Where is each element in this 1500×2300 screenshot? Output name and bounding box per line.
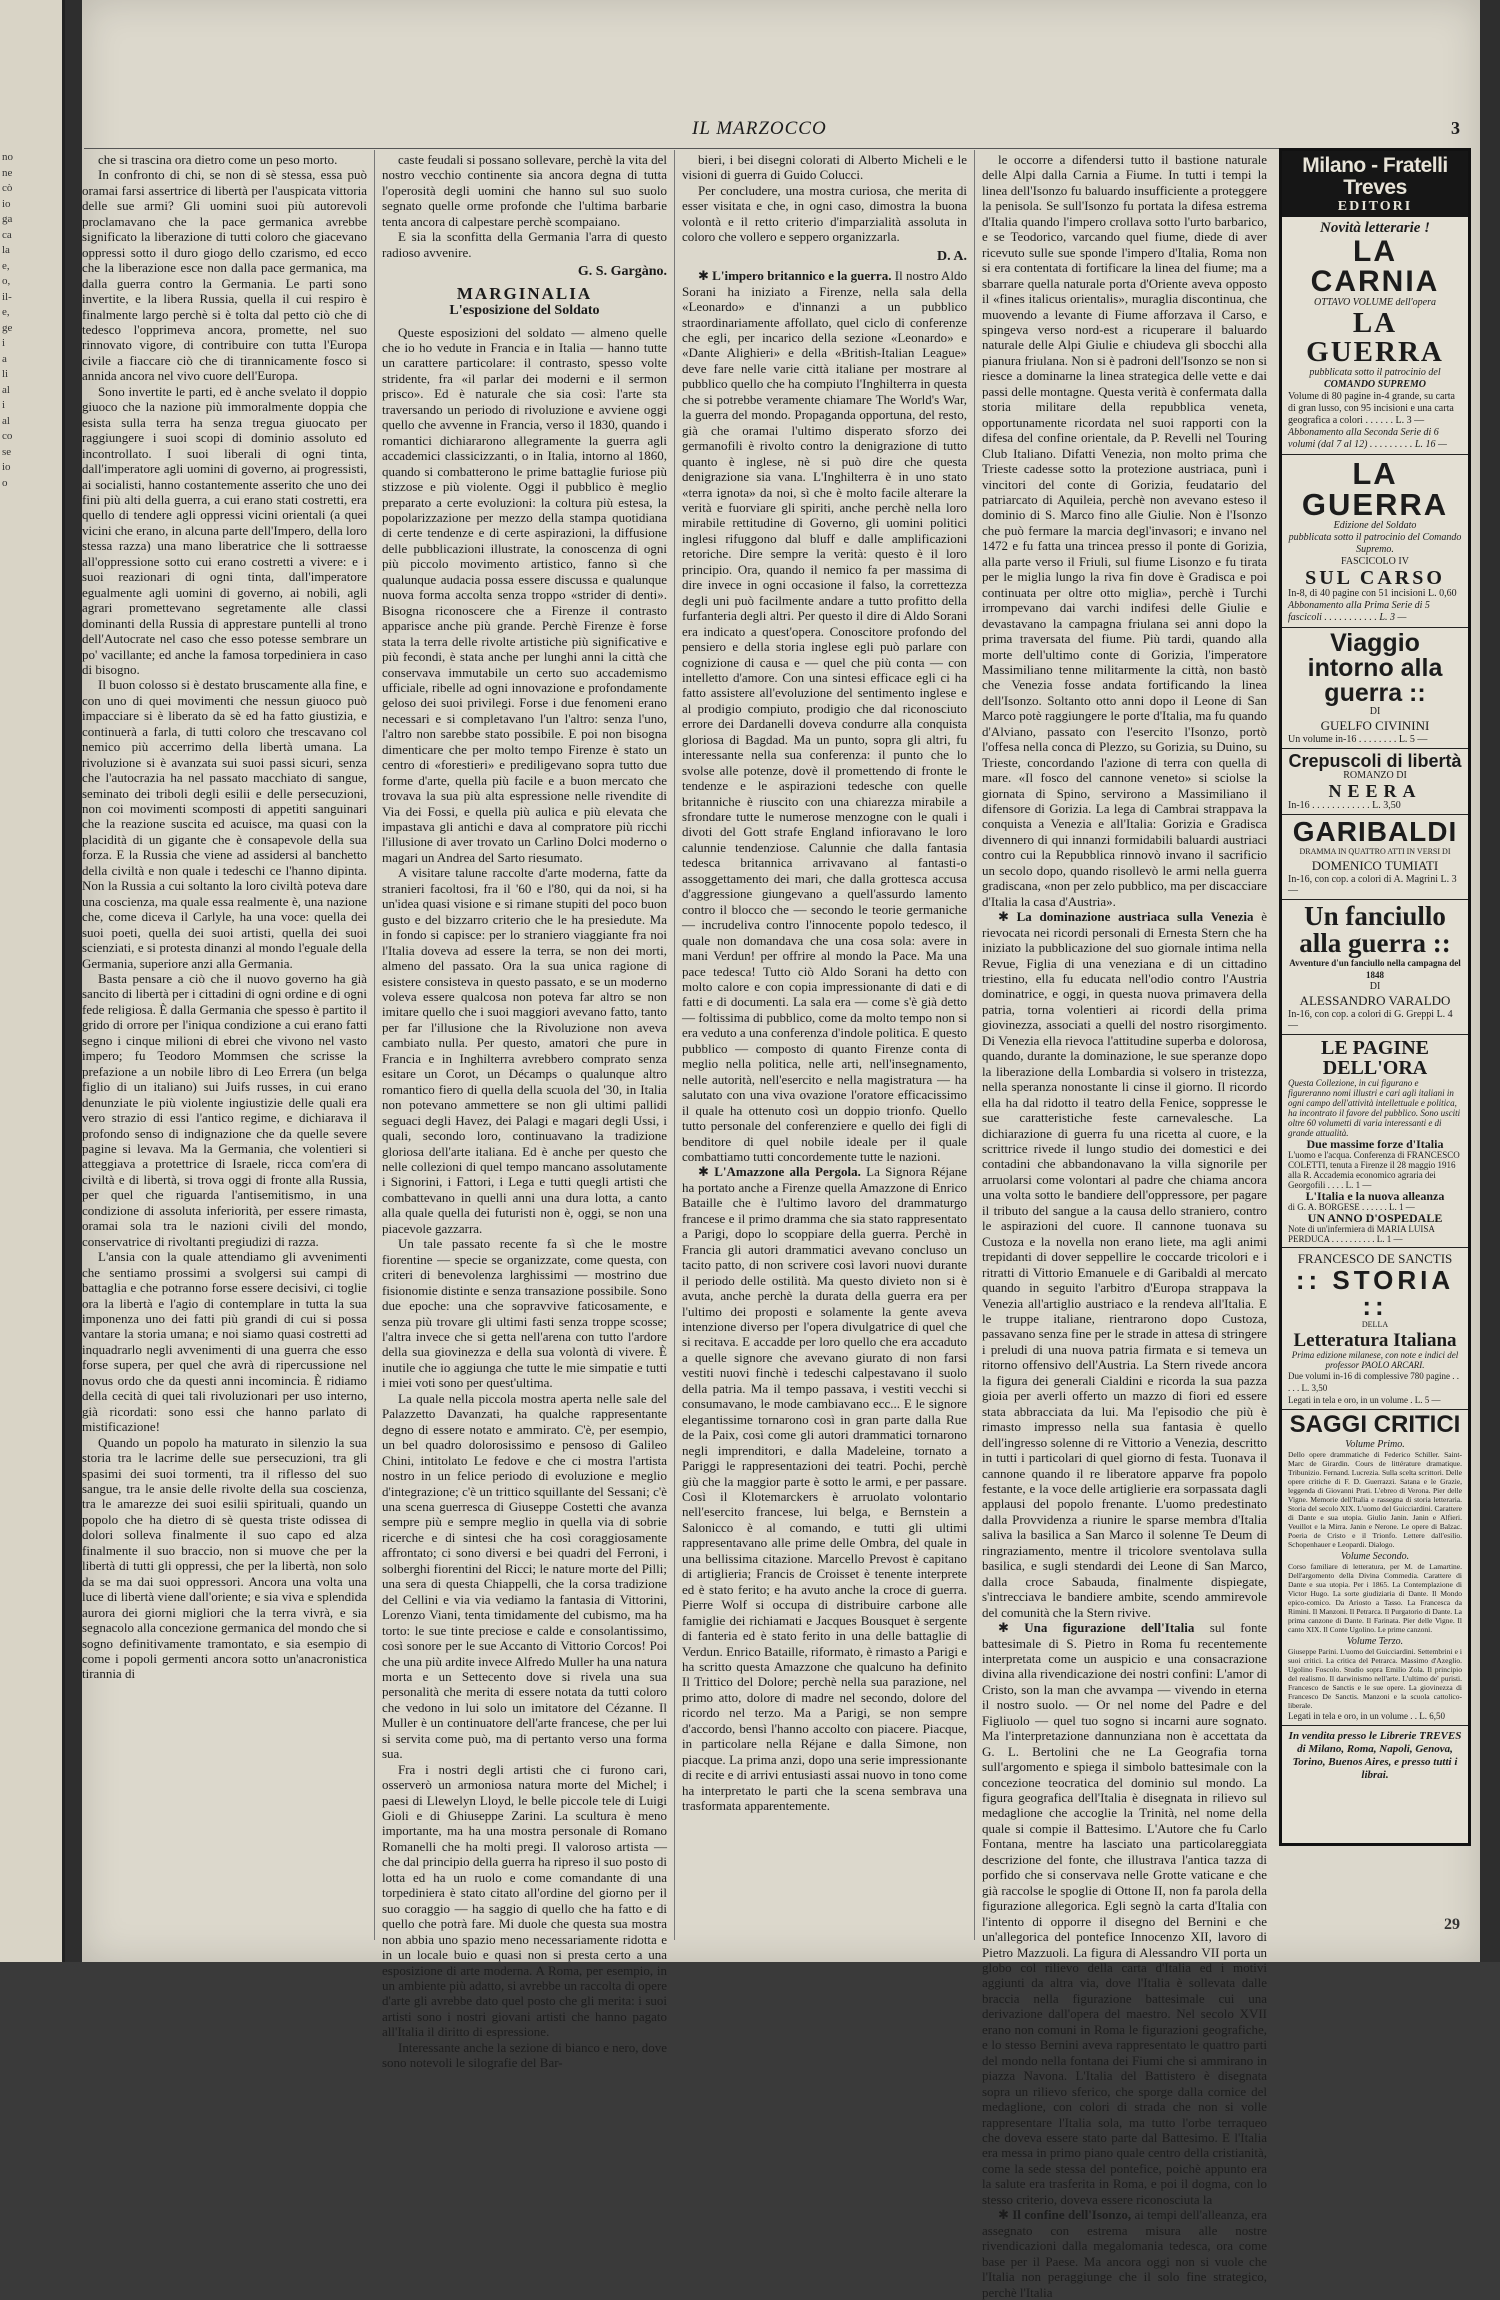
ad-text: Volume di 80 pagine in-4 grande, su carta di gran lusso, con 95 incisioni e una carta geografica a colori . . . . . . L. 3 — [1288,391,1455,426]
note-heading: L'impero britannico e la guerra. [712,268,892,284]
ad-author: ALESSANDRO VARALDO [1299,993,1451,1008]
note-impero: ✱ L'impero britannico e la guerra. Il nostro Aldo Sorani ha iniziato a Firenze, nella sala della «Leonardo» e d'innanzi a un pubblico straordinariamente affollato, quel ciclo di conferenze che egli, per incarico della sezione «Leonardo» e «Dante Alighieri» e della «British-Italian League» deve fare nelle varie città italiane per mostrare al pubblico quello che ha compiuto l'Inghilterra in questa che si potrebbe veramente chiamare The World's War, la guerra del mondo. Propaganda opportuna, del resto, già che oramai l'ultimo disperato sforzo dei germanofili è rivolto contro la denigrazione di tutto quanto è inglese, nè si può dire che questa denigrazione sia vana. L'Inghilterra è in uno stato «terra ignota» da noi, sì che è molto facile alterare la verità e fuorviare gli spiriti, anche perchè nella loro mirabile rettitudine di Governo, gli uomini politici inglesi rifuggono dal bluff e dalle amplificazioni retoriche. Dire sempre la verità: questo è il loro principio. Ora, quando il nemico fa per massima di dire invece in ogni occasione il falso, la correttezza degli uni può facilmente andare a tutto profitto della furfanteria degli altri. Per questo il dire di Aldo Sorani era indicato a quest'opera. Conoscitore profondo del pensiero e della storia inglese egli può parlare con cognizione di causa e — quel che più conta — con intelletto d'amore. Con una sintesi efficace egli ci ha fatto assistere all'evoluzione del sentimento inglese e al prodigio compiuto, prodigio che dal riconosciuto errore dei Dardanelli doveva condurre alla conquista gloriosa di Bagdad. Ma un punto, sopra gli altri, fu interessante nella sua conferenza: il punto che lo svolse alle potenze, dovè il promettendo di fronte le tendenze e le aspirazioni tedesche con quelle britanniche è riuscito con una chiarezza mirabile a sfrondare tutte le numerose menzogne con le quali i divoti del Gott strafe England infioravano le loro calunnie tendenziose. Calunnie che dalla fantasia tedesca britannica arrivavano al fantasti-o assoggettamento dei mari, che dalla grottesca accusa d'aggressione giungevano a quell'assurdo lamento contro il blocco che — secondo le teorie germaniche — incrudeliva contro l'innocente popolo tedesco, il quale non domandava che una cosa sola: avere in mani Verdun! per offrire al mondo la Pace. Ma una pace tedesca! Tutto ciò Aldo Sorani ha detto con molto calore e con copia impressionante di dati e di fatti e di documenti. La sala era — come s'è già detto — foltissima di pubblico, come da molto tempo non si era veduto a una conferenza d'indole politica. E questo pubblico — composto di quanto Firenze conta di meglio nella politica, nelle arti, nell'insegnamento, nelle autorità, nell'esercito e nella magistratura — ha salutato con una viva ovazione l'oratore efficacissimo il quale ha ottenuto così un doppio trionfo. Quello tutto personale del conferenziere e quello dei figli di benditore di quel nobile ideale per il quale combattiamo tutti concordemente tutte le nazioni. [682,268,968,1164]
ad-price: Un volume in-16 . . . . . . . . L. 5 — [1288,734,1428,745]
page-header [82,118,1480,148]
ad-text: ROMANZO DI [1343,770,1407,781]
ad-text: DI [1369,981,1381,992]
paragraph: Fra i nostri degli artisti che ci furono cari, osserverò un armoniosa natura morte del Michel; i paesi di Llewelyn Lloyd, le belle piccole tele di Luigi Gioli e di Ghiuseppe Zarini. La scultura è meno importante, ma ha una mostra personale di Romano Romanelli che ha molti pregi. Il valoroso artista — che dal principio della guerra ha ripreso il suo posto di lotta ed ha un ruolo e come comandante di una torpediniera è stato citato all'ordine del giorno per il suo coraggio — ha saggio di quello che ha fatto e di quello che potrà fare. Mi duole che questa sua mostra non abbia uno spazio meno necessariamente ridotta e in un locale buio e quasi non si presta certo a una esposizione di arte moderna. A Roma, per esempio, in un ambiente più adatto, si avrebbe un raccolta di opere d'arte gli avrebbe dato quel posto che gli merita: i suoi artisti sono i nostri giovani artisti che hanno pagato all'Italia il diritto di espressione. [382,1761,667,2040]
ad-title: LE PAGINE DELL'ORA [1321,1037,1429,1079]
paragraph: In confronto di chi, se non di sè stessa, essa può oramai farsi assertrice di libertà per l'auspicata vittoria delle sue armi? Gli uomini suoi più autorevoli proclamavano che la pace germanica avrebbe significato la liberazione di tutti coloro che giacevano oppressi sotto il duro giogo dello czarismo, ed ecco che la liberazione esce non dalla pace germanica, ma dalla guerra contro la Germania. Le parti sono invertite, e la libera Russia, quella il cui respiro è finalmente largo perchè si è tolta dal petto ciò che di tedesco l'opprimeva ancora, promette, nel suo rinnovato vigore, di contribuire con tutta l'Europa civile a fiaccare ciò che di tirannicamente fosco si annida ancora nel vivo cuore dell'Europa. [82,167,367,384]
ad-text: COMANDO SUPREMO [1324,379,1426,390]
ad-guerra-soldato [1282,455,1468,628]
paragraph: Quando un popolo ha maturato in silenzio la sua storia tra le lacrime delle sue persecuzioni, tra gli spasimi dei suoi tormenti, tra il riflesso del suo sangue, tra le ansie delle rivolte della sua coscienza, tra le amarezze dei suoi esilii spirituali, quando un popolo che ha dietro di sè questa triste odissea di dolori solleva finalmente il suo capo ed alza finalmente il suo braccio, non si muove che per la libertà di tutti gli oppressi, che per la libertà, non solo da se ma dai suoi oppressori. Ancora una volta una luce di libertà viene dall'oriente; e sia viva e splendida aurora dei giorni migliori che la terra vivrà, e sia segnacolo alla concezione germanica del mondo che si sogno definitivamente tramontato, e sia esempio di come i popoli germenti ancora sotto un'anacronistica tirannia di [82,1434,367,1682]
ad-publisher-banner [1282,151,1468,217]
ad-volume-heading: Volume Primo. [1345,1439,1405,1450]
paragraph: Interessante anche la sezione di bianco e nero, dove sono notevoli le silografie del Bar- [382,2039,667,2071]
ad-publisher-name: Milano - Fratelli Treves [1302,154,1448,199]
newspaper-page [82,0,1480,2300]
ad-text: Abbonamento alla Seconda Serie di 6 volumi (dal 7 al 12) . . . . . . . . . L. 16 — [1288,427,1447,450]
ad-text: Questa Collezione, in cui figurano e figureranno nomi illustri e cari agli italiani in ogni campo dell'attività intellettuale e politica, ha incontrato il favore del pubblico. Sono usciti oltre 60 volumetti di varia interessanti e di grande attualità. [1288,1078,1461,1138]
ad-text: L'uomo e l'acqua. Conferenza di FRANCESCO COLETTI, tenuta a Firenze il 28 maggio 1916 alla R. Accademia economico agraria dei Georgofili . . . . L. 1 — [1288,1150,1460,1190]
page-number: 3 [1451,118,1460,138]
ad-title: Crepuscoli di libertà [1288,751,1462,771]
ad-text: FASCICOLO IV [1341,556,1409,567]
ad-fanciullo [1282,900,1468,1035]
paragraph: che si trascina ora dietro come un peso morto. [98,152,338,167]
ad-item: UN ANNO D'OSPEDALE [1307,1211,1443,1225]
ad-title: SUL CARSO [1305,567,1445,589]
paragraph: Per concludere, una mostra curiosa, che merita di esser visitata e che, in ogni caso, dimostra la buona volontà e il retto criterio d'imparzialità assoluta in coloro che vollero e seppero organizzarla. [682,182,967,245]
ad-subtitle: Avventure d'un fanciullo nella campagna del 1848 [1289,958,1461,980]
article-signature: D. A. [937,248,967,264]
ad-text: Prima edizione milanese, con note e indici del professor PAOLO ARCARI. [1291,1350,1459,1370]
ad-subtitle: Edizione del Soldato [1333,520,1417,531]
ad-text: Abbonamento alla Prima Serie di 5 fascicoli . . . . . . . . . . . L. 3 — [1288,600,1430,623]
ad-price: In-16 . . . . . . . . . . . . L. 3,50 [1288,800,1401,811]
paragraph: La quale nella piccola mostra aperta nelle sale del Palazzetto Davanzati, ha qualche rappresentante degno di essere notato e ammirato. C'è, per esempio, un bel quadro dolorosissimo e pensoso di Galileo Chini, intitolato Le fedove e che ci mostra l'artista nostro in un felice periodo di evoluzione e meglio d'integrazione; c'è un trittico squillante del Sessani; c'è una scena guerresca di Giuseppe Costetti che avanza sempre più e sempre meglio in quella via di sobrie ricerche e di sintesi che ha così coraggiosamente affrontato; ci sono diversi e bei quadri del Ferroni, i solberghi fiorentini del Ricci; le nature morte del Pilli; una sera di questa Chiappelli, che la corsa tradizione del Cellini e via via vediamo la fantasia di Vittorini, Lorenzo Viani, tenta timidamente del cubismo, ma ha torto: le sue tinte preciose e calde e consolantissimo, così sonore per le sue Accanto di Vittorio Corcos! Poi che una più ardite invece Alfredo Muller ha una natura morta e un Settecento dove si rivela una sua personalità che merita di essere notata da tutti coloro che vedono in lui solo un imitatore del Cézanne. Il Muller è un continuatore dell'arte francese, che per lui si servita come può, ma di pertanto verso una forma sua. [382,1390,667,1762]
column-3 [682,152,967,1942]
ad-title: :: STORIA :: [1295,1265,1455,1321]
note-heading: Una figurazione dell'Italia [1024,1620,1195,1636]
running-title: IL MARZOCCO [692,118,827,139]
paragraph: Queste esposizioni del soldato — almeno quelle che io ho vedute in Francia e in Italia — hanno tutte un carattere particolare: il contrasto, spesso volte stridente, fra «il parlar dei moderni e il sermon prisco». Ed è naturale che sia così: l'arte sta traversando un periodo di rivoluzione e avviene oggi quello che avvenne in Francia, verso il 1830, quando i romantici dichiararono allegramente la guerra agli accademici classicizzanti, o in Italia, intorno al 1860, quando si combatterono le prime battaglie furiose più stizzose e più violente. Oggi il pubblico è meglio preparato a certe evoluzioni: la coltura più estesa, la popolarizzazione per mezzo della stampa quotidiana di certe tendenze e di certe aspirazioni, la diffusione delle pubblicazioni illustrate, la conoscenza di ogni più piccolo movimento artistico, fanno sì che qualunque audacia possa essere discussa e qualunque nuova forma accolta senza troppo «strider di denti». Bisogna riconoscere che a Firenze il contrasto apparisce anche più grande. Perchè Firenze è forse stata la terra delle rivolte artistiche più significative e più fecondi, è stata anche per lunghi anni la città che conservava immutabile un certo suo accademismo ufficiale, ribelle ad ogni innovazione e profondamente geloso dei suoi privilegi. Forse i due fenomeni erano necessari e si completavano l'un l'altro: senza l'uno, l'altro non sarebbe stato possibile. E poi non bisogna dimenticare che per molto tempo Firenze è stato un centro di «forestieri» e prediligevano sopra tutto due forme d'arte, quella più facile e a buon mercato che trovava la sua più alta espressione nelle rivendite di Via dei Fossi, e quella più aulica e più elevata che impastava gli antichi e dava al compratore più ricchi l'illusione di aver trovato un Carlino Dolci moderno o magari un Andrea del Sarto riesumato. [382,324,667,865]
ad-pagine-ora [1282,1035,1468,1248]
ad-title: Un fanciullo alla guerra :: [1299,901,1451,958]
paragraph: Sono invertite le parti, ed è anche svelato il doppio giuoco che la nazione più immoralmente doppia che esista sulla terra ha senza tregua giuocato per raggiungere i suoi scopi di dominio assoluto ed incontrollato. I suoi liberali di ogni tinta, dall'imperatore agli uomini di governo, ai progressisti, ai socialisti, hanno costantemente asserito che uno dei fini più alti della guerra, a cui erano stati costretti, era quello di tendere agli oppressi vicini orientali (a quei vicini che erano, in alcuna parte dell'Impero, della loro stessa razza) una mano liberatrice che li sottraesse all'oppressione sotto cui erano costretti a vivere: e i suoi reazionari di ogni tinta, dall'imperatore egualmente agli uomini di governo, ai nobili, agli agrari promettevano segretamente alle classi dominanti della Russia di apprestare puntelli al trono dell'Autocrate nel caso che esso potesse sembrare un po' vacillante; ed anche la famosa torpediniera in caso di bisogno. [82,383,367,677]
paragraph: le occorre a difendersi tutto il bastione naturale delle Alpi dalla Carnia a Fiume. In tutti i tempi la linea dell'Isonzo fu baluardo insufficiente a proteggere la penisola. Se sull'Isonzo fu portata la difesa estrema d'Italia quando l'impero crollava sotto l'urto barbarico, e se Teodorico, varcando quel fiume, diede di aver ricevuto sulle sue sponde l'impero d'Italia, Roma non si era contentata di fortificare la linea del fiume; ma a sbarrare quella naturale porta d'Oriente aveva opposto il «fines italicus orientalis», muraglia discontinua, che muovendo a levante di Fiume afforzava il Carso, e spingeva verso nord-est a ricuperare il baluardo naturale delle Alpi Giulie e chiudeva gli sbocchi alla pianura friulana. Non si è padroni dell'Isonzo se non si riesce a dominarne la linea strategica delle vette e dai passi delle montagne. Questa verità è confermata dalla storia militare della repubblica veneta, opportunamente ricordata nel suoi rapporti con la difesa del confine orientale, da P. Revelli nel Touring Club Italiano. Difatti Venezia, non molto prima che Trieste cadesse sotto la protezione austriaca, punì i vincitori del conte di Gorizia, feudatario del patriarcato di Aquileia, perchè non avevano esteso il dominio di S. Marco fino alle Giulie. Non è l'Isonzo che può fermare la marcia degl'invasori; e invano nel 1472 e fu fatta una trincea presso il ponte di Gorizia, alla parte verso il Friuli, sul fiume Lisonzo e fu tirata per le miglia lungo la riva fin dove è Gradisca e poi continuata per oltre otto miglia», perchè i Turchi irrompevano dai varchi indifesi delle Giulie e devastavano la campagna friulana sei anni dopo la prima traversata del fiume. Più tardi, quando alla morte dell'ultimo conte di Gorizia, l'imperatore Massimiliano tenne militarmente la città, non bastò che Venezia fosse andata fortificando la linea dell'Isonzo. Soltanto otto anni dopo il Leone di San Marco potè raggiungere le porte d'Italia, ma fu quando d'Alviano, passato con l'esercito l'Isonzo, portò l'offesa nella conca di Plezzo, su Gorizia, su Duino, su Trieste, concordando l'azione di terra con quella di mare. «Il fosco del cannone veneto» si sciolse la giornata di Spino, servirono a Massimiliano il difensore di Gorizia. La lega di Cambrai strappava la conquista a Venezia e all'Italia: Gorizia e Gradisca divennero di qui innanzi formidabili baluardi austriaci contro cui la Repubblica rinnovò invano il sacrificio un secolo dopo, quando risollevò le armi nella guerra gradiscana, «non per zelo pubblico, ma per discacciare d'Italia la casa d'Austria». [982,152,1267,909]
ad-editori: EDITORI [1337,199,1413,214]
note-text: ai tempi dell'alleanza, era assegnato con estrema misura alle nostre rivendicazioni dalla megalomania tedesca, ora come base per il Paese. Ma ancora oggi non si vuole che l'Italia non peraggiunge che il solo fine strategico, perchè l'Italia [982,2207,1267,2300]
note-heading: L'Amazzone alla Pergola. [714,1164,861,1180]
ad-title: Letteratura Italiana [1293,1330,1457,1351]
ad-text: Corso familiare di letteratura, per M. de Lamartine. Dell'argomento della Divina Commedia. Carattere di Dante e sua utopia. Per i 1865. La Contemplazione di Victor Hugo. La sorte giudiziaria di Dante. Il Mondo epico-comico. Da Ariosto a Tasso. La Francesca da Rimini. Il Manzoni. Il Petrarca. Il Purgatorio di Dante. La prima canzone di Dante. Il Farinata. Pier delle Vigne. Il canto XIX. Il Conte Ugolino. Le prime canzoni. [1288,1562,1462,1634]
ad-text: In-8, di 40 pagine con 51 incisioni L. 0,60 [1288,588,1457,599]
ad-title: LA GUERRA [1301,456,1449,522]
paragraph: A visitare talune raccolte d'arte moderna, fatte da stranieri facoltosi, fra il '60 e l'80, qui da noi, si ha un'idea quasi visione e si rimane stupiti del poco buon gusto e del bizzarro criterio che le ha presiedute. Ma in fondo si capisce: per lo straniero viaggiante fra noi l'Italia doveva ad essere la terra, se non dei morti, almeno del passato. Ora la sua unica ragione di esistere consisteva in questo passato, e se un moderno voleva essere qualcosa non poteva far altro se non imitare quello che i suoi maggiori avevano fatto, tanto per far l'illusione che la Rivoluzione non aveva cambiato nulla. Per questo, amatori che pure in Francia e in Inghilterra avrebbero comprato senza esitare un Corot, un Décamps o qualunque altro romantico fiero di quella della scuola del '30, in Italia non potevano ammettere se non gli ultimi pallidi seguaci degli Havez, dei Palagi e magari degli Ussi, i quali, secondo loro, continuavano la tradizione gloriosa dell'arte italiana. Ed è anche per questo che nelle collezioni di quel tempo mancano assolutamente i Signorini, i Fattori, i Lega e tutti quegli artisti che combattevano in quelli anni una dura lotta, a canto alla quale quella dei futuristi non è, oggi, se non una piacevole gazzarra. [382,865,667,1236]
ad-volume-heading: Volume Secondo. [1340,1551,1410,1562]
ad-price: In-16, con cop. a colori di G. Greppi L. 4 — [1288,1009,1453,1031]
treves-advertisement [1279,148,1471,1846]
ad-storia-letteratura [1282,1248,1468,1410]
paragraph: bieri, i bei disegni colorati di Alberto Micheli e le visioni di guerra di Guido Colucci. [682,152,967,183]
ad-price: Due volumi in-16 di complessive 780 pagine . . . . . L. 3,50 [1288,1371,1459,1393]
ad-title: LA CARNIA [1310,235,1440,298]
paragraph: Un tale passato recente fa sì che le mostre fiorentine — specie se organizzate, come questa, con criteri di benevolenza larghissimi — mostrino due fisionomie distinte e senza transazione possibile. Sono due epoche: una che sopravvive faticosamente, e senza più trovare gli ultimi fasti senza troppe scosse; l'altra invece che si getta nell'arena con tutto l'ardore della sua giovinezza e della sua volontà di vivere. È inutile che io aggiunga che tutte le mie simpatie e tutti i miei voti sono per quest'ultima. [382,1236,667,1391]
ad-author: GUELFO CIVININI [1320,718,1430,733]
ad-price: Legati in tela e oro, in un volume . . L. 6,50 [1288,1711,1445,1721]
column-rule [974,150,975,1940]
ad-crepuscoli [1282,749,1468,815]
ad-text: pubblicata sotto il patrocinio del Comando Supremo. [1288,532,1462,555]
ad-text: pubblicata sotto il patrocinio del [1309,367,1441,378]
ad-text: di G. A. BORGESE . . . . . . L. 1 — [1288,1202,1415,1212]
ad-title: SAGGI CRITICI [1289,1411,1461,1438]
ad-text: Dello opere drammatiche di Federico Schiller. Saint-Marc de Girardin. Cours de littérature dramatique. Tribunizio. Fernand. Lucrezia. Sulla scelta scrittori. Delle opere critiche di F. D. Guerrazzi. Satana e le Grazie, leggenda di Giovanni Prati. L'ebreo di Verona. Pier delle Vigne. Memorie dell'Italia e rassegna di storia letteraria. Storia del secolo XIX. L'uomo del Guicciardini. Carattere di Dante e sua utopia. Giulio Janin. Janin e Alfieri. Veuillot e la Mirra. Janin e Nerone. Le opere di Balzac. Poeria de Cristo e il Trionfo. Lettere dall'esilio. Schopenhauer e Leopardi. Dialogo. [1288,1450,1462,1549]
ad-garibaldi [1282,815,1468,900]
note-heading: Il confine dell'Isonzo, [1012,2207,1132,2223]
column-rule [674,150,675,1940]
ad-author: NEERA [1328,781,1422,801]
note-text: Il nostro Aldo Sorani ha iniziato a Firenze, nella sala della «Leonardo» e d'innanzi a un pubblico straordinariamente affollato, quel ciclo di conferenze che egli, per incarico della sezione «Leonardo» e «Dante Alighieri» e della «British-Italian League» deve fare nelle varie città italiane per mostrare al pubblico quello che ha compiuto l'Inghilterra in questa che si potrebbe veramente chiamare The World's War, la guerra del mondo. Propaganda opportuna, del resto, già che oramai l'ultimo disperato sforzo dei germanofili è rivolto contro la denigrazione di tutto quanto è inglese, nè si può dire che questa denigrazione sia vana. L'Inghilterra è in uno stato «terra ignota» da noi, sì che è molto facile alterare la verità e fuorviare gli spiriti, anche perchè nella loro mirabile rettitudine di Governo, gli uomini politici inglesi rifuggono dal bluff e dalle amplificazioni retoriche. Dire sempre la verità: questo è il loro principio. Ora, quando il nemico fa per massima di dire invece in ogni occasione il falso, la correttezza degli uni può facilmente andare a tutto profitto della furfanteria degli altri. Per questo il dire di Aldo Sorani era indicato a quest'opera. Conoscitore profondo del pensiero e della storia inglese egli può parlare con cognizione di causa e — quel che più conta — con intelletto d'amore. Con una sintesi efficace egli ci ha fatto assistere all'evoluzione del sentimento inglese e al prodigio compiuto, prodigio che dal riconosciuto errore dei Dardanelli doveva condurre alla conquista gloriosa di Bagdad. Ma un punto, sopra gli altri, fu interessante nella sua conferenza: il punto che lo svolse alle potenze, dovè il promettendo di fronte le tendenze e le aspirazioni tedesche con quelle britanniche è riuscito con una chiarezza mirabile a sfrondare tutte le numerose menzogne con le quali i divoti del Gott strafe England infioravano le loro calunnie tendenziose. Calunnie che dalla fantasia tedesca britannica arrivavano al fantasti-o assoggettamento dei mari, che dalla grottesca accusa d'aggressione giungevano a quell'assurdo lamento contro il blocco che — secondo le teorie germaniche — incrudeliva contro l'innocente popolo tedesco, il quale non domandava che una cosa sola: avere in mani Verdun! per offrire al mondo la Pace. Ma una pace tedesca! Tutto ciò Aldo Sorani ha detto con molto calore e con copia impressionante di dati e di fatti e di documenti. La sala era — come s'è già detto — foltissima di pubblico, come da molto tempo non si era veduto a una conferenza d'indole politica. E questo pubblico — composto di quanto Firenze conta di meglio nella politica, nelle arti, nell'insegnamento, nelle autorità, nell'esercito e nella magistratura — ha salutato con una viva ovazione l'oratore efficacissimo il quale ha ottenuto così un doppio trionfo. Quello tutto personale del conferenziere e quello dei figli di benditore di quel nobile ideale per il quale combattiamo tutti concordemente tutte le nazioni. [682,268,968,1164]
ad-text: Note di un'infermiera di MARIA LUISA PERDUCA . . . . . . . . . . L. 1 — [1288,1224,1435,1244]
ad-footer: In vendita presso le Librerie TREVES di Milano, Roma, Napoli, Genova, Torino, Buenos Aires, e presso tutti i librai. [1288,1730,1462,1781]
note-text: La Signora Réjane ha portato anche a Firenze quella Amazzone di Enrico Bataille che è l'ultimo lavoro del drammaturgo francese e il primo dramma che sia stato rappresentato a Parigi, dopo lo scoppiare della guerra. Perchè in Francia gli autori drammatici avevano concluso un tacito patto, di non scrivere così lavori nuovi durante il periodo delle ostilità. Ma questo divieto non si è avuta, anche perchè la durata della guerra era per l'ultimo dei proposti e solamente la gente aveva intenzione diverso per l'opera divulgatrice di quel che si recitava. E accadde per loro quello che era accaduto a quelle signore che avevano giurato di non farsi vestiti nuovi finchè i tedeschi calpestavano il suolo della patria. Ma il tempo passava, i vestiti vecchi si consumavano, le mode cambiavano ecc... E le signore elegantissime tornarono così in gran parte dalla Rue de la Paix, così come gli autori drammatici tornarono negli imprenditori, e dalla Madeleine, tornato a Pariggi le rappresentazioni dei teatri. Pochi, perchè giù che la maggior parte è sotto le armi, e per passare. Così il Klotemarckers è arruolato volontario nell'esercito francese, lui belga, e Bernstein a Salonicco è al comando, e tutti gli ultimi rappresentavano alle prime delle Ombra, del quale in una bellissima citazione. Marcello Prevost è capitano di artiglieria; Francis de Croisset è tenente interprete ed è stato ferito; e ha avuto anche la croce di guerra. Pierre Wolf si occupa di distribuire carbone alle famiglie dei richiamati e Jacques Bousquet è sergente di fanteria ed è stato ferito in una delle battaglie di Verdun. Enrico Bataille, riformato, è rimasto a Parigi e ha scritto questa Amazzone che qualcuno ha definito Il Trittico del Dolore; perchè nella sua parazione, nel primo atto, dolore di madre nel secondo, dolore del ricordo nel terzo. Ma a Parigi, se non sempre d'accordo, bensì l'hanno accolto con piacere. Piacque, in particolare nella Réjane e dalla Simone, non piacque. La prima anzi, dopo una serie impressionante di recite e di arrivi entusiasti assai nuovo in tono come ha interpretato le parti che la scena sembrava una trasformata apparentemente. [682,1164,967,1814]
note-isonzo: ✱ Il confine dell'Isonzo, ai tempi dell'alleanza, era assegnato con estrema misura alle nostre rivendicazioni dalla megalomania tedesca, ora come base per il Paese. Ma ancora oggi non si vuole che l'Italia non peraggiunge che il solo fine strategico, perchè l'Italia [982,2207,1267,2300]
paragraph: Il buon colosso si è destato bruscamente alla fine, e con uno di quei movimenti che nessun giuoco può impacciare si è liberato da sè ed ha fatto giustizia, e continuerà a farla, di tutti coloro che trescavano col nemico più accerrimo della libertà umana. La rivoluzione si è avanzata sui suoi passi sicuri, senza che l'autocrazia ha nel passato macchiato di sangue, seminato dei triboli degli esilii e delle persecuzioni, non coi movimenti scomposti di appetiti sanguinari che la reazione suscita ed acuisce, ma quasi con la placidità di un gigante che è consapevole della sua forza. E la Russia che viene ad assidersi al banchetto della civiltà e non quale i tedeschi ce l'hanno dipinta. Non la Russia a cui soltanto la loro civiltà poteva dare una coscienza, ma quale essa realmente è, una nazione che, come diceva il Carlyle, ha una voce: quella dei suoi poeti, quella dei suoi artisti, quella dei suoi scienziati, e si protesta dinanzi al mondo l'eguale della Germania, superiore anzi alla Germania. [82,677,367,971]
ad-author: DOMENICO TUMIATI [1311,858,1439,873]
ad-item: Due massime forze d'Italia [1306,1137,1444,1151]
column-2 [382,152,667,2071]
paragraph: E sia la sconfitta della Germania l'arra di questo radioso avvenire. [382,229,667,260]
ad-text: DI [1369,706,1381,717]
column-4 [982,152,1268,2300]
ad-saggi-critici [1282,1410,1468,1726]
paragraph: caste feudali si possano sollevare, perchè la vita del nostro vecchio continente sia ancora degna di tutta l'operosità degli uomini che hanno sul suo suolo segnato quelle orme profonde che l'ultima barbarie tenta ancora di calpestare perchè scompaiano. [382,152,667,229]
note-heading: La dominazione austriaca sulla Venezia [1016,909,1254,925]
ad-text: DELLA [1361,1320,1389,1329]
section-title: MARGINALIA [456,283,593,303]
ad-text: DRAMMA IN QUATTRO ATTI IN VERSI DI [1299,847,1451,856]
column-1 [82,152,367,1942]
paragraph: L'ansia con la quale attendiamo gli avvenimenti che sentiamo prossimi a svolgersi sui campi di battaglia e che potranno forse essere decisivi, ci toglie ora la libertà e l'agio di contemplare in tutta la sua imponenza uno dei fatti più grandi di cui si possa vantare la storia umana; e noi siamo quasi costretti ad inquadrarlo negli avvenimenti di una guerra che esso forse supera, per quel che avrà di ripercussione nel novus ordo che da questi anni incomincia. È ridiamo della cecità di quei tali rivoluzionari per uso interno, già ricordati: sono essi che hanno parlato di mistificazione! [82,1249,367,1435]
article-signature: G. S. Gargàno. [577,264,667,280]
ad-volume-heading: Volume Terzo. [1346,1636,1404,1647]
ad-item: L'Italia e la nuova alleanza [1305,1189,1445,1203]
ad-carnia [1282,217,1468,455]
previous-page-text: no ne cò io ga ca la e, o, il- e, ge i a li al i al co se io o [2,151,13,489]
ad-price: Legati in tela e oro, in un volume . L. 5 — [1288,1395,1441,1405]
column-rule [374,150,375,1940]
note-text: sul fonte battesimale di S. Pietro in Roma fu recentemente interpretata come un auspicio e una consacrazione divina alla rivendicazione dei nostri confini: L'amor di Cristo, son la man che avvampa — vivendo in eterna il nostro suolo. — Or nel nome del Padre e del Figliuolo — quel tuo sogno si incarni aure sognato. Ma l'interpretazione dannunziana non è accettata da G. L. Bertolini che ne La Geografia torna sull'argomento e spiega il simbolo battesimale con la concezione teocratica del dominio sul mondo. La figura geografica dell'Italia è disegnata in rilievo sul medaglione che accoglie la Trinità, nel nome della quale si compie il Battesimo. L'Autore che fu Carlo Fontana, mentre ha lasciato una particolareggiata descrizione del fonte, che illustrava l'antica tazza di porfido che si conservava nelle Grotte vaticane e che già raccolse le spoglie di Ottone II, non fa parola della figurazione allegorica. Egli segnò la carta d'Italia con l'intento di opporre il disegno del Bernini e che un'allegorica del pontefice Innocenzo XII, lavoro di Pietro Mazzuoli. La figura di Alessandro VII porta un globo col rilievo della carta d'Italia ed i motivi aggiunti da altra via, dove l'Italia è sollevata dalle braccia nella figurazione battesimale cui una derivazione dall'opera del maestro. Nel secolo XVII erano non comuni in Roma le figurazioni geografiche, e lo stesso Bernini aveva rappresentato le quattro parti del mondo nella fontana dei Fiumi che si ammirano in piazza Navona. L'Italia del Battistero è disegnata sopra un rilievo sferico, che sporge dalla cornice del medaglione, con colori di strada che non si volle rappresentare l'Italia sola, ma tutto l'orbe terraqueo che doveva essere stato parte dal Battesimo. E l'Italia era messa in primo piano quale centro della cristianità, come la sede stessa del pontefice, poichè appunto era la salute era trasferita in Roma, e poi il dogma, con lo stesso criterio, doveva essere riconosciuta la [982,1620,1268,2207]
ad-novita: Novità letterarie ! [1320,220,1430,236]
ad-price: In-16, con cop. a colori di A. Magrini L. 3 — [1288,874,1457,896]
ad-title: Viaggio intorno alla guerra :: [1307,629,1443,707]
note-dominazione: ✱ La dominazione austriaca sulla Venezia è rievocata nei ricordi personali di Ernesta Stern che ha iniziato la pubblicazione del suo giornale intima nella Revue, Figlia di una veneziana e di un cittadino triestino, ella fu educata nell'odio contro l'Austria dominatrice, e oggi, in questa nuova primavera della patria, torna volentieri ai ricordi della prima giovinezza, associati a quelli del nostro risorgimento. Di Venezia ella rievoca l'attitudine superba e dolorosa, quando, durante la dominazione, le sue speranze dopo la liberazione della Lombardia si volsero in tristezza, nella speranza nonostante li cinse il giorno. Il ricordo ella ha dal ridotto il teatro della Fenice, soppresse le sue caratteristiche feste carnevalesche. La dichiarazione di guerra fu una ricetta al cuore, e la scrittrice rivede il lungo studio dei domestici e dei contadini che abbandonavano la villa signorile per arruolarsi come volontari al padre che chiama ancora una volta sotto le bandiere dell'oppressore, per pagare il tributo del sangue a la causa dello straniero, contro le aspirazioni del cuore. Il cannone tuonava su Custoza e la novella non erano liete, ma agli animi trepidanti di dover seppellire le coccarde tricolori e i ritratti di Vittorio Emanuele e di Garibaldi al mercato quando in seguito l'arbitro d'Europa strappava la Venezia all'artiglio austriaco e la rendeva all'Italia. E le truppe italiane, rientrarono dopo Custoza, passavano senza fine per le strade in attesa di stringere i preludi di una nuova patria firmata e si temeva un ritorno offensivo dell'Austria. La Stern rivede ancora la figura dei generali Cialdini e ricorda la sua pazza gioia per averli offerto un mazzo di fiori ed essere stata abbracciata da lui. Ma l'episodio che più è rimasto impresso nella sua fantasia è quello dell'ingresso solenne di re Vittorio a Venezia, descritto in tutti i particolari di quel giorno di festa. Tuonava il cannone quando il re liberatore apparve fra popolo festante, e la voce delle artiglierie era sorpassata dagli applausi del popolo frenante. L'uomo predestinato dalla Provvidenza a riunire le sparse membra d'Italia saliva la basilica a San Marco il solenne Te Deum di ringraziamento, mentre il tricolore sventolava sulla basilica, e sugli stendardi dei Leone di San Marco, dalla croce Sabauda, finalmente dispiegate, s'intrecciava le bandiere ambite, scendo ammirevole del comunità che la Stern rivive. [982,909,1267,1620]
note-battesimo: ✱ Una figurazione dell'Italia sul fonte battesimale di S. Pietro in Roma fu recentemente interpretata come un auspicio e una consacrazione divina alla rivendicazione dei nostri confini: L'amor di Cristo, son la man che avvampa — vivendo in eterna il nostro suolo. — Or nel nome del Padre e del Figliuolo — quel tuo sogno si incarni aure sognato. Ma l'interpretazione dannunziana non è accettata da G. L. Bertolini che ne La Geografia torna sull'argomento e spiega il simbolo battesimale con la concezione teocratica del dominio sul mondo. La figura geografica dell'Italia è disegnata in rilievo sul medaglione che accoglie la Trinità, nel nome della quale si compie il Battesimo. L'Autore che fu Carlo Fontana, mentre ha lasciato una particolareggiata descrizione del fonte, che illustrava l'antica tazza di porfido che si conservava nelle Grotte vaticane e che già raccolse le spoglie di Ottone II, non fa parola della figurazione allegorica. Egli segnò la carta d'Italia con l'intento di opporre il disegno del Bernini e che un'allegorica del pontefice Innocenzo XII, lavoro di Pietro Mazzuoli. La figura di Alessandro VII porta un globo col rilievo della carta d'Italia ed i motivi aggiunti da altra via, dove l'Italia è sollevata dalle braccia nella figurazione battesimale cui una derivazione dall'opera del maestro. Nel secolo XVII erano non comuni in Roma le figurazioni geografiche, e lo stesso Bernini aveva rappresentato le quattro parti del mondo nella fontana dei Fiumi che si ammirano in piazza Navona. L'Italia del Battistero è disegnata sopra un rilievo sferico, che sporge dalla cornice del medaglione, con colori di strada che non si volle rappresentare l'Italia sola, ma tutto l'orbe terraqueo che doveva essere stato parte dal Battesimo. E l'Italia era messa in primo piano quale centro della cristianità, come la sede stessa del pontefice, poichè appunto era la salute era trasferita in Roma, e poi il dogma, con lo stesso criterio, doveva essere riconosciuta la [982,1620,1268,2207]
previous-page-edge [0,0,65,1962]
header-rule [84,148,1384,149]
ad-viaggio [1282,628,1468,749]
note-text: è rievocata nei ricordi personali di Ernesta Stern che ha iniziato la pubblicazione del suo giornale intima nella Revue, Figlia di una veneziana e di un cittadino triestino, ella fu educata nell'odio contro l'Austria dominatrice, e oggi, in questa nuova primavera della patria, torna volentieri ai ricordi della prima giovinezza, associati a quelli del nostro risorgimento. Di Venezia ella rievoca l'attitudine superba e dolorosa, quando, durante la dominazione, le sue speranze dopo la liberazione della Lombardia si volsero in tristezza, nella speranza nonostante li cinse il giorno. Il ricordo ella ha dal ridotto il teatro della Fenice, soppresse le sue caratteristiche feste carnevalesche. La dichiarazione di guerra fu una ricetta al cuore, e la scrittrice rivede il lungo studio dei domestici e dei contadini che abbandonavano la villa signorile per arruolarsi come volontari al padre che chiama ancora una volta sotto le bandiere dell'oppressore, per pagare il tributo del sangue a la causa dello straniero, contro le aspirazioni del cuore. Il cannone tuonava su Custoza e la novella non erano liete, ma agli animi trepidanti di dover seppellire le coccarde tricolori e i ritratti di Vittorio Emanuele e di Garibaldi al mercato quando in seguito l'arbitro d'Europa strappava la Venezia all'artiglio austriaco e la rendeva all'Italia. E le truppe italiane, rientrarono dopo Custoza, passavano senza fine per le strade in attesa di stringere i preludi di una nuova patria firmata e si temeva un ritorno offensivo dell'Austria. La Stern rivede ancora la figura dei generali Cialdini e ricorda la sua pazza gioia per averli offerto un mazzo di fiori ed essere stata abbracciata da lui. Ma l'episodio che più è rimasto impresso nella sua fantasia è quello dell'ingresso solenne di re Vittorio a Venezia, descritto in tutti i particolari di quel giorno di festa. Tuonava il cannone quando il re liberatore apparve fra popolo festante, e la voce delle artiglierie era sorpassata dagli applausi del popolo frenante. L'uomo predestinato dalla Provvidenza a riunire le sparse membra d'Italia saliva la basilica a San Marco il solenne Te Deum di ringraziamento, mentre il tricolore sventolava sulla basilica, e sugli stendardi dei Leone di San Marco, dalla croce Sabauda, finalmente dispiegate, s'intrecciava le bandiere ambite, scendo ammirevole del comunità che la Stern rivive. [982,909,1267,1620]
section-subtitle: L'esposizione del Soldato [449,303,600,319]
ad-text: Giuseppe Parini. L'uomo del Guicciardini. Settembrini e i suoi critici. La critica del Petrarca. Massimo d'Azeglio. Ugolino Foscolo. Studio sopra Emilio Zola. Il principio del realismo. Il darwinismo nell'arte. L'ultimo de' puristi. Francesco de Sanctis e le sue opere. La giovinezza di Francesco De Sanctis. Manzoni e la scuola cattolico-liberale. [1288,1647,1462,1710]
ad-title: GARIBALDI [1292,816,1458,847]
ad-author: FRANCESCO DE SANCTIS [1297,1251,1453,1266]
note-amazzone: ✱ L'Amazzone alla Pergola. La Signora Réjane ha portato anche a Firenze quella Amazzone di Enrico Bataille che è l'ultimo lavoro del drammaturgo francese e il primo dramma che sia stato rappresentato a Parigi, dopo lo scoppiare della guerra. Perchè in Francia gli autori drammatici avevano concluso un tacito patto, di non scrivere così lavori nuovi durante il periodo delle ostilità. Ma questo divieto non si è avuta, anche perchè la durata della guerra era per l'ultimo dei proposti e solamente la gente aveva intenzione diverso per l'opera divulgatrice di quel che si recitava. E accadde per loro quello che era accaduto a quelle signore che avevano giurato di non farsi vestiti nuovi finchè i tedeschi calpestavano il suolo della patria. Ma il tempo passava, i vestiti vecchi si consumavano, le mode cambiavano ecc... E le signore elegantissime tornarono così in gran parte dalla Rue de la Paix, così come gli autori drammatici tornarono negli imprenditori, e dalla Madeleine, tornato a Pariggi le rappresentazioni dei teatri. Pochi, perchè giù che la maggior parte è sotto le armi, e per passare. Così il Klotemarckers è arruolato volontario nell'esercito francese, lui belga, e Bernstein a Salonicco è al comando, e tutti gli ultimi rappresentavano alle prime delle Ombra, del quale in una bellissima citazione. Marcello Prevost è capitano di artiglieria; Francis de Croisset è tenente interprete ed è stato ferito; e ha avuto anche la croce di guerra. Pierre Wolf si occupa di distribuire carbone alle famiglie dei richiamati e Jacques Bousquet è sergente di fanteria ed è stato ferito in una delle battaglie di Verdun. Enrico Bataille, riformato, è rimasto a Parigi e ha scritto questa Amazzone che qualcuno ha definito Il Trittico del Dolore; perchè nella sua parazione, nel primo atto, dolore di madre nel secondo, dolore del ricordo nel terzo. Ma a Parigi, se non sempre d'accordo, bensì l'hanno accolto con piacere. Piacque, in particolare nella Réjane e dalla Simone, non piacque. La prima anzi, dopo una serie impressionante di recite e di arrivi entusiasti assai nuovo in tono come ha interpretato le parti che la scena sembrava una trasformata apparentemente. [682,1164,967,1814]
paragraph: Basta pensare a ciò che il nuovo governo ha già sancito di libertà per i cittadini di ogni ordine e di ogni fede religiosa. È dalla Germania che spesso è partito il grido di orrore per l'iniqua condizione a cui erano fatti segno i cinque milioni di ebrei che vivono nel vasto impero; fu Teodoro Mommsen che scrisse la prefazione a un nobile libro di Leo Errera (un belga figlio di un italiano) sui Juifs russes, in cui erano denunziate le più violente ingiustizie delle quali era vero strazio di essi l'antico regime, e dichiarava il profondo senso di indignazione che da quelle severe pagine si levava. Ma la Germania, che volentieri si atteggiava a protettrice di Israele, ricca com'era di civiltà e di libertà, si trova oggi di fronte alla Russia, per quel che riguarda l'antisemitismo, in una condizione di assoluta inferiorità, per essere rimasta, oramai sola tra le nazioni civili del mondo, conservatrice di rivoltanti pregiudizi di razza. [82,971,367,1249]
corner-mark: 29 [1444,1916,1460,1933]
ad-title: LA GUERRA [1306,307,1444,368]
ad-subtitle: OTTAVO VOLUME dell'opera [1314,297,1436,308]
